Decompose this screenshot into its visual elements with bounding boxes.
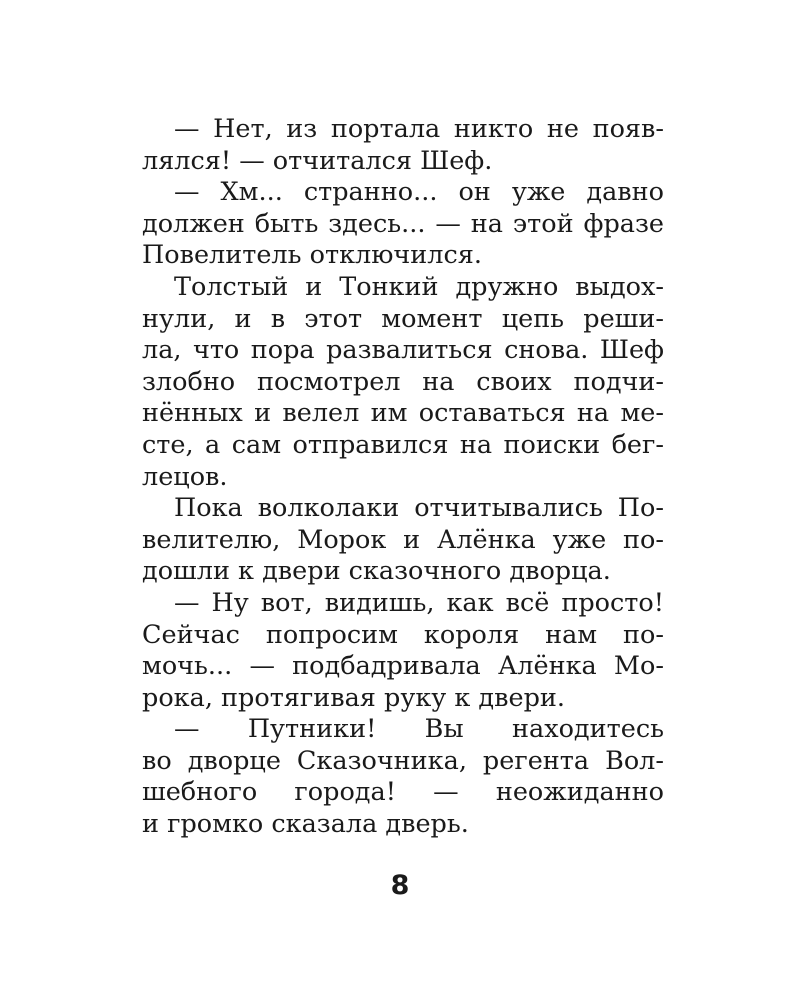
text-line: — Нет, из портала никто не появ- xyxy=(174,114,664,144)
text-line: ла, что пора развалиться снова. Шеф xyxy=(142,335,664,366)
text-line: и громко сказала дверь. xyxy=(142,809,469,840)
text-line: — Ну вот, видишь, как всё просто! xyxy=(174,587,664,618)
text-line: лялся! — отчитался Шеф. xyxy=(142,145,493,176)
text-line: дошли к двери сказочного дворца. xyxy=(142,556,611,587)
text-line: велителю, Морок и Алёнка уже по- xyxy=(142,524,664,555)
text-line: нули, и в этот момент цепь реши- xyxy=(142,303,664,334)
text-line: — Хм... странно... он уже давно xyxy=(174,177,664,208)
text-line: Пока волколаки отчитывались По- xyxy=(174,493,664,524)
text-line: злобно посмотрел на своих подчи- xyxy=(142,366,664,397)
text-line: шебного города! — неожиданно xyxy=(142,777,664,808)
text-line: сте, а сам отправился на поиски бег- xyxy=(142,429,664,460)
text-line: мочь... — подбадривала Алёнка Мо- xyxy=(142,651,664,682)
text-line: — Путники! Вы находитесь xyxy=(174,714,664,745)
text-line: должен быть здесь... — на этой фразе xyxy=(142,208,664,239)
page-number: 8 xyxy=(390,870,410,901)
text-line: Сейчас попросим короля нам по- xyxy=(142,619,664,650)
text-line: Повелитель отключился. xyxy=(142,240,482,271)
body-text xyxy=(142,114,664,841)
text-line: нённых и велел им оставаться на ме- xyxy=(142,398,664,429)
text-line: Толстый и Тонкий дружно выдох- xyxy=(174,271,664,302)
text-line: рока, протягивая руку к двери. xyxy=(142,682,565,713)
text-line: лецов. xyxy=(142,461,228,492)
text-line: во дворце Сказочника, регента Вол- xyxy=(142,745,664,776)
